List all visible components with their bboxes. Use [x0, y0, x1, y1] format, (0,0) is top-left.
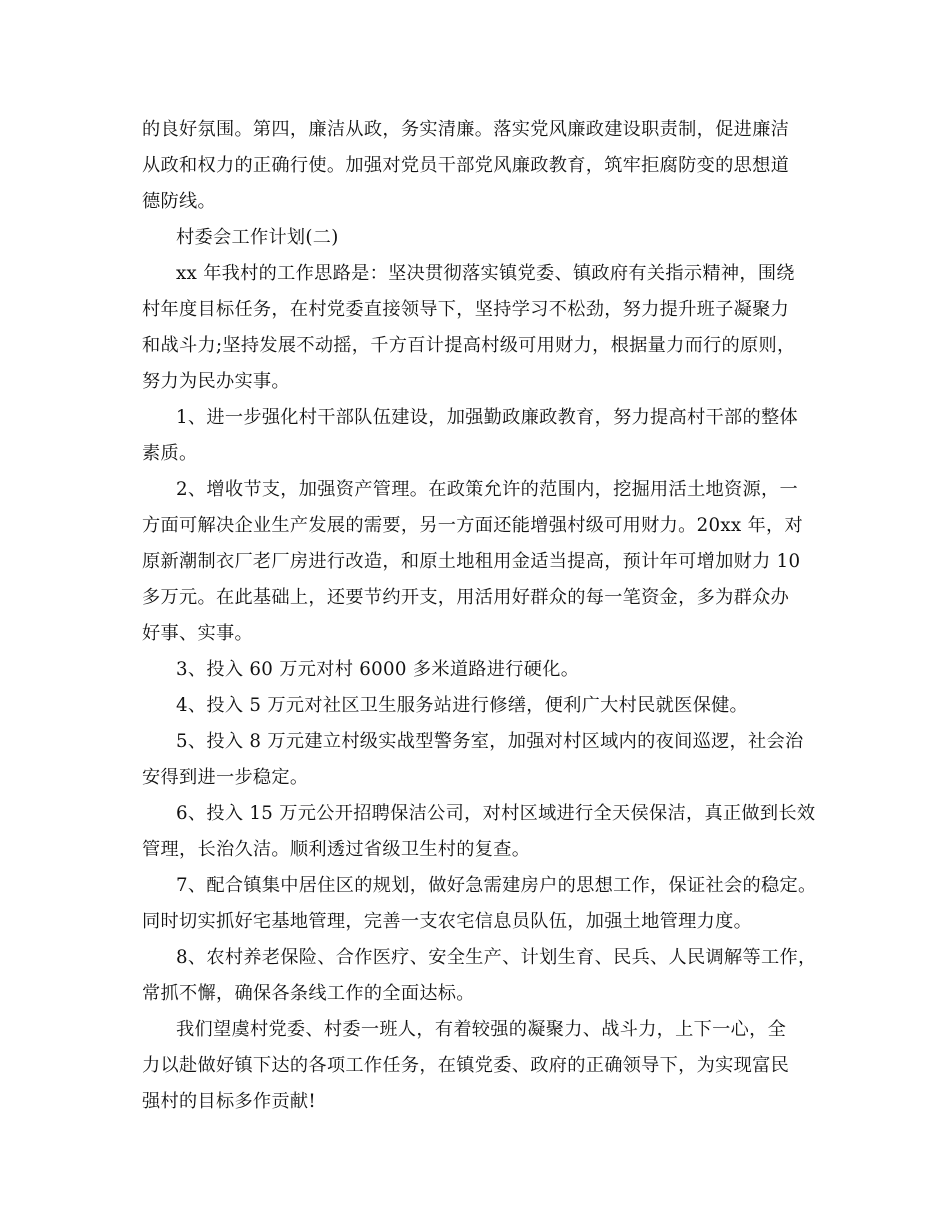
text-line: 素质。: [142, 443, 198, 464]
text-line: 安得到进一步稳定。: [142, 767, 309, 788]
text-line: 努力为民办实事。: [142, 371, 290, 392]
text-line: 5、投入 8 万元建立村级实战型警务室，加强对村区域内的夜间巡逻，社会治: [176, 731, 804, 752]
text-line: 多万元。在此基础上，还要节约开支，用活用好群众的每一笔资金，多为群众办: [142, 587, 790, 608]
text-line: 力以赴做好镇下达的各项工作任务，在镇党委、政府的正确领导下，为实现富民: [142, 1055, 790, 1076]
text-line: 和战斗力;坚持发展不动摇，千方百计提高村级可用财力，根据量力而行的原则，: [142, 335, 796, 356]
text-line: 4、投入 5 万元对社区卫生服务站进行修缮，便利广大村民就医保健。: [176, 695, 749, 716]
text-line: xx 年我村的工作思路是：坚决贯彻落实镇党委、镇政府有关指示精神，围绕: [176, 263, 795, 284]
text-line: 的良好氛围。第四，廉洁从政，务实清廉。落实党风廉政建设职责制，促进廉洁: [142, 119, 790, 140]
text-line: 从政和权力的正确行使。加强对党员干部党风廉政教育，筑牢拒腐防变的思想道: [142, 155, 790, 176]
text-line: 方面可解决企业生产发展的需要，另一方面还能增强村级可用财力。20xx 年，对: [142, 515, 804, 536]
text-line: 好事、实事。: [142, 623, 253, 644]
text-line: 原新潮制衣厂老厂房进行改造，和原土地租用金适当提高，预计年可增加财力 10: [142, 551, 801, 572]
text-line: 同时切实抓好宅基地管理，完善一支农宅信息员队伍，加强土地管理力度。: [142, 911, 753, 932]
text-line: 我们望虞村党委、村委一班人，有着较强的凝聚力、战斗力，上下一心，全: [176, 1019, 787, 1040]
text-line: 强村的目标多作贡献!: [142, 1091, 316, 1112]
text-line: 2、增收节支，加强资产管理。在政策允许的范围内，挖掘用活土地资源，一: [176, 479, 798, 500]
text-line: 6、投入 15 万元公开招聘保洁公司，对村区域进行全天侯保洁，真正做到长效: [176, 803, 816, 824]
text-line: 3、投入 60 万元对村 6000 多米道路进行硬化。: [176, 659, 580, 680]
text-line: 管理，长治久洁。顺利透过省级卫生村的复查。: [142, 839, 531, 860]
section-title: 村委会工作计划(二): [176, 227, 339, 248]
text-line: 村年度目标任务，在村党委直接领导下，坚持学习不松劲，努力提升班子凝聚力: [142, 299, 790, 320]
text-line: 8、农村养老保险、合作医疗、安全生产、计划生育、民兵、人民调解等工作，: [176, 947, 817, 968]
text-line: 1、进一步强化村干部队伍建设，加强勤政廉政教育，努力提高村干部的整体: [176, 407, 798, 428]
text-line: 7、配合镇集中居住区的规划，做好急需建房户的思想工作，保证社会的稳定。: [176, 875, 817, 896]
text-line: 常抓不懈，确保各条线工作的全面达标。: [142, 983, 475, 1004]
text-line: 德防线。: [142, 191, 216, 212]
